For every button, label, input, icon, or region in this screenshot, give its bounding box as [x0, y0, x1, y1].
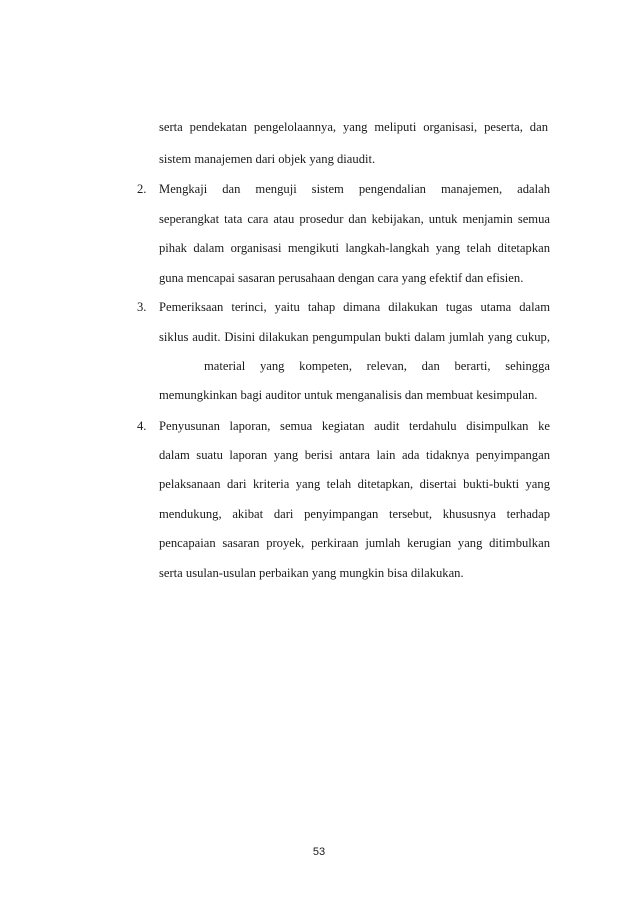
item-3-line-2: siklus audit. Disini dilakukan pengumpulan bukti dalam jumlah yang cukup,	[159, 330, 550, 344]
item-4-line-5: pencapaian sasaran proyek, perkiraan jumlah kerugian yang ditimbulkan	[159, 536, 550, 550]
item-4-line-3: pelaksanaan dari kriteria yang telah ditetapkan, disertai bukti-bukti yang	[159, 477, 550, 491]
continuation-line-2: sistem manajemen dari objek yang diaudit.	[159, 152, 376, 166]
page-number: 53	[312, 846, 326, 858]
continuation-line-1: serta pendekatan pengelolaannya, yang meliputi organisasi, peserta, dan	[159, 120, 548, 134]
item-4-line-4: mendukung, akibat dari penyimpangan tersebut, khususnya terhadap	[159, 507, 550, 521]
item-4-line-1: Penyusunan laporan, semua kegiatan audit terdahulu disimpulkan ke	[159, 419, 550, 433]
item-4-line-6: serta usulan-usulan perbaikan yang mungkin bisa dilakukan.	[159, 566, 464, 580]
item-2-line-1: Mengkaji dan menguji sistem pengendalian manajemen, adalah	[159, 182, 550, 196]
item-4-line-2: dalam suatu laporan yang berisi antara lain ada tidaknya penyimpangan	[159, 448, 550, 462]
item-3-line-3: material yang kompeten, relevan, dan berarti, sehingga	[204, 359, 550, 373]
list-number-3: 3.	[137, 300, 147, 314]
item-2-line-3: pihak dalam organisasi mengikuti langkah-langkah yang telah ditetapkan	[159, 241, 550, 255]
item-2-line-2: seperangkat tata cara atau prosedur dan kebijakan, untuk menjamin semua	[159, 212, 550, 226]
item-2-line-4: guna mencapai sasaran perusahaan dengan cara yang efektif dan efisien.	[159, 271, 524, 285]
list-number-4: 4.	[137, 419, 147, 433]
item-3-line-4: memungkinkan bagi auditor untuk menganalisis dan membuat kesimpulan.	[159, 388, 538, 402]
list-number-2: 2.	[137, 182, 147, 196]
item-3-line-1: Pemeriksaan terinci, yaitu tahap dimana dilakukan tugas utama dalam	[159, 300, 550, 314]
